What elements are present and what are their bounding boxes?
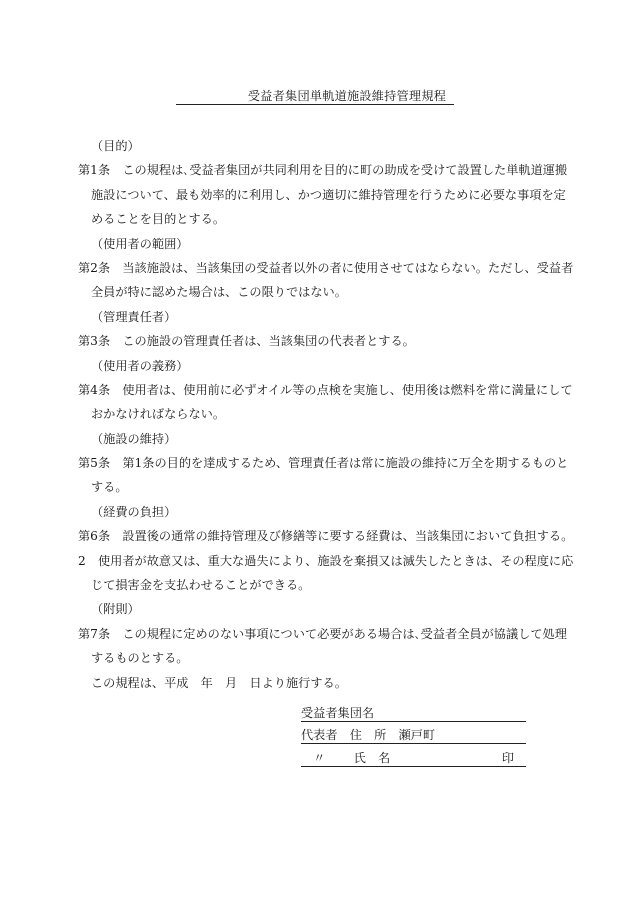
signature-name-line <box>301 751 526 767</box>
document-line: じて損害金を支払わせることができる。 <box>91 578 311 593</box>
document-line: 第6条 設置後の通常の維持管理及び修繕等に要する経費は、当該集団において負担する。 <box>78 529 574 544</box>
document-line: （附則） <box>91 602 140 617</box>
representative-name-label: 〃 氏 名 <box>301 751 391 765</box>
document-line: 施設について、最も効率的に利用し、かつ適切に維持管理を行うために必要な事項を定 <box>91 187 566 202</box>
signature-group-line <box>301 706 526 722</box>
document-line: 全員が特に認めた場合は、この限りではない。 <box>91 285 347 300</box>
document-line: （使用者の義務） <box>91 358 189 373</box>
document-line: 第5条 第1条の目的を達成するため、管理責任者は常に施設の維持に万全を期するものと <box>78 456 569 471</box>
document-line: する。 <box>91 480 128 495</box>
document-line: するものとする。 <box>91 651 189 666</box>
document-line: （施設の維持） <box>91 431 177 446</box>
document-line: 第2条 当該施設は、当該集団の受益者以外の者に使用させてはならない。ただし、受益者 <box>78 260 574 275</box>
group-name-label: 受益者集団名 <box>301 706 375 720</box>
document-line: （目的） <box>91 139 140 153</box>
title-wrap <box>0 88 630 105</box>
document-line: （管理責任者） <box>91 309 177 324</box>
signature-representative-line <box>301 728 526 744</box>
document-line: おかなければならない。 <box>91 407 226 422</box>
document-line: 第3条 この施設の管理責任者は、当該集団の代表者とする。 <box>78 334 415 349</box>
document-body <box>78 134 574 695</box>
representative-address-label: 代表者 住 所 瀬戸町 <box>301 728 436 742</box>
document-line: 第1条 この規程は､受益者集団が共同利用を目的に町の助成を受けて設置した単軌道運搬 <box>78 163 568 178</box>
document-line: 第4条 使用者は、使用前に必ずオイル等の点検を実施し、使用後は燃料を常に満量にして <box>78 382 573 397</box>
document-line: めることを目的とする。 <box>91 212 226 227</box>
document-line: 2 使用者が故意又は、重大な過失により、施設を棄損又は滅失したときは、その程度に応 <box>78 553 574 568</box>
document-line: （経費の負担） <box>91 504 177 519</box>
document-line: （使用者の範囲） <box>91 236 189 251</box>
document-line: 第7条 この規程に定めのない事項について必要がある場合は､受益者全員が協議して処理 <box>78 626 567 641</box>
seal-mark: 印 <box>501 751 514 765</box>
document-title: 受益者集団単軌道施設維持管理規程 <box>176 88 454 105</box>
document-line: この規程は、平成 年 月 日より施行する。 <box>91 675 347 690</box>
